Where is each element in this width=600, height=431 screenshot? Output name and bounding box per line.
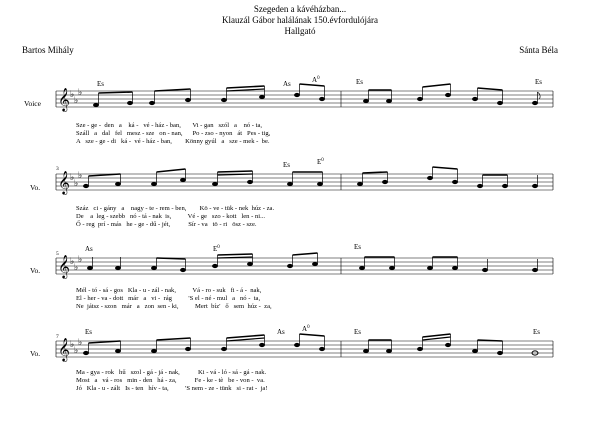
chord-symbol: Es: [354, 328, 361, 336]
chord-symbol: As: [85, 245, 93, 253]
lyric-line: Ő - reg prí - más he - ge - dű - jét, Sír - va tö - ri ösz - sze.: [76, 221, 257, 228]
notes: [83, 84, 540, 355]
tempo-marking: Hallgató: [284, 26, 316, 36]
chord-symbol: $E^0$: [213, 245, 220, 253]
lyric-line: Sze - ge - den a ká - vé - ház - ban, Vi - gan szól a nó - ta,: [76, 122, 263, 129]
chord-symbol: As: [283, 80, 291, 88]
measure-number: 7: [56, 334, 59, 340]
chord-symbol: As: [277, 328, 285, 336]
svg-text:♭: ♭: [74, 96, 79, 106]
svg-text:♭: ♭: [74, 263, 79, 273]
chord-symbol: Es: [535, 78, 542, 86]
lyric-line: Most a vá - ros min - den há - za, Fe - ke - tè be - von - va.: [76, 377, 265, 384]
staff-lines: [56, 258, 553, 274]
lyric-line: Száll a dal fel mesz - sze on - nan, Po - zso - nyon át Pes - tig,: [76, 130, 271, 137]
chord-symbol: $E^0$: [317, 158, 324, 166]
treble-clef-icon: 𝄞: [58, 337, 70, 361]
svg-text:♭: ♭: [78, 88, 83, 98]
chord-symbol: Es: [283, 161, 290, 169]
measure-number: 5: [56, 251, 59, 257]
lyric-line: El - her - va - dott már a vi - rág 'S el - né - mul a nó - ta,: [76, 295, 261, 302]
staff-label-vo: Vo.: [30, 266, 41, 275]
chord-symbol: Es: [85, 328, 92, 336]
note-group: [83, 167, 537, 188]
note-group: [93, 84, 540, 107]
note-group: [87, 253, 537, 272]
svg-text:♭: ♭: [74, 346, 79, 356]
lyric-line: Mél - tó - sá - gos Kla - u - zál - nak, Vá - ro - suk fi - á - nak,: [76, 287, 262, 294]
chord-symbol: $A^0$: [312, 76, 320, 84]
lyric-line: A sze - ge - di ká - vé - ház - ban, Könny gyúl a sze - mek - be.: [76, 138, 270, 145]
staff-label-vo: Vo.: [30, 349, 41, 358]
svg-text:♭: ♭: [74, 179, 79, 189]
note-group: [83, 334, 538, 355]
svg-text:♭: ♭: [78, 171, 83, 181]
lyric-line: Jó Kla - u - zált Is - ten hív - ta, 'S nem - ze - tünk si - rat - ja!: [76, 385, 268, 392]
staff-lines: [56, 341, 553, 357]
svg-text:♭: ♭: [70, 173, 75, 183]
svg-text:♭: ♭: [70, 90, 75, 100]
staff-label-vo: Vo.: [30, 183, 41, 192]
treble-clef-icon: 𝄞: [58, 254, 70, 278]
svg-text:♭: ♭: [78, 338, 83, 348]
svg-text:♭: ♭: [70, 257, 75, 267]
chord-symbol: Es: [533, 328, 540, 336]
chord-symbol: Es: [97, 80, 104, 88]
measure-number: 3: [56, 166, 59, 172]
staff-label-voice: Voice: [24, 99, 41, 108]
lyric-line: Ne játsz - szon már a zon sen - ki, Mert bíz' ő sem húz - za,: [76, 303, 272, 310]
chord-symbol: Es: [354, 243, 361, 251]
svg-text:♭: ♭: [78, 255, 83, 265]
lyricist-credit: Bartos Mihály: [22, 45, 74, 55]
chord-symbol: Es: [356, 78, 363, 86]
treble-clef-icon: 𝄞: [58, 170, 70, 194]
chord-symbol: $A^0$: [302, 325, 310, 333]
key-signature-flats: [70, 88, 82, 356]
song-title: Szegeden a kávéházban...: [253, 4, 347, 14]
song-subtitle: Klauzál Gábor halálának 150.évfordulójára: [222, 15, 378, 25]
composer-credit: Sánta Béla: [519, 45, 558, 55]
lyric-line: Ma - gya - rok hű szol - gá - já - nak, Ki - vá - ló - sá - gá - nak.: [76, 369, 267, 376]
treble-clef-icon: 𝄞: [58, 87, 70, 111]
svg-text:♭: ♭: [70, 340, 75, 350]
lyric-line: De a leg - szebb nó - tá - nak is, Vé - ge szo - kott len - ni...: [76, 213, 266, 220]
lyric-line: Száz ci - gány a nagy - te - rem - ben, Kö - ve - tük - nek húz - za.: [76, 205, 275, 212]
